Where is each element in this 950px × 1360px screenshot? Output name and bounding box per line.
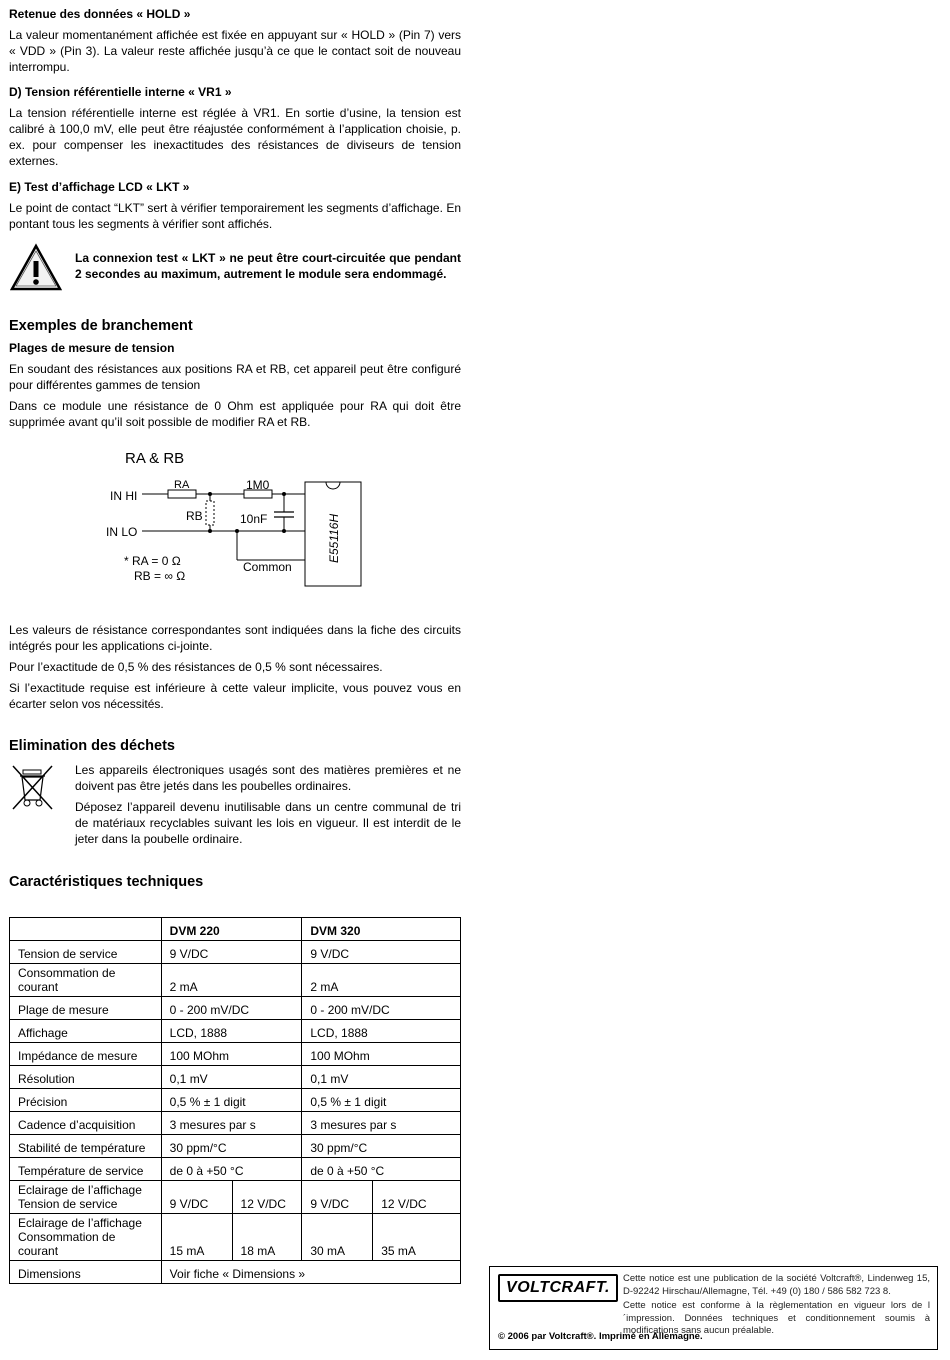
elimination-title: Elimination des déchets — [9, 738, 175, 754]
lkt-text: Le point de contact “LKT” sert à vérifier temporairement les segments d’affichage. En pontant tous les segments à vérifier sont affichés. — [9, 201, 461, 231]
table-row: Précision 0,5 % ± 1 digit 0,5 % ± 1 digit — [10, 1089, 461, 1112]
circuit-diagram — [100, 445, 370, 595]
lkt-warning: La connexion test « LKT » ne peut être court-circuitée que pendant 2 secondes au maximum, autrement le module sera endommagé. — [75, 251, 461, 281]
common-label: Common — [243, 560, 292, 574]
branchement-section — [9, 317, 461, 430]
ra-resistor — [168, 490, 196, 498]
footer-text1: Cette notice est une publication de la société Voltcraft®, Lindenweg 15, D-92242 Hirschau/Allemagne, Tél. +49 (0) 180 / 586 582 723 8. — [623, 1273, 930, 1297]
chip-label: E55116H — [327, 513, 341, 563]
hold-title: Retenue des données « HOLD » — [9, 7, 191, 21]
warning-icon — [10, 243, 62, 291]
specs-title: Caractéristiques techniques — [9, 874, 204, 890]
resist-p1: Les valeurs de résistance correspondantes sont indiquées dans la fiche des circuits intégrés pour les applications ci-jointe. — [9, 623, 461, 653]
publisher-footer — [489, 1266, 938, 1350]
resist-section — [9, 622, 461, 712]
ra-label: RA — [174, 479, 190, 491]
resist-p2: Pour l’exactitude de 0,5 % des résistances de 0,5 % sont nécessaires. — [9, 660, 383, 674]
table-row: Plage de mesure 0 - 200 mV/DC 0 - 200 mV/DC — [10, 997, 461, 1020]
lkt-title: E) Test d’affichage LCD « LKT » — [9, 180, 190, 194]
crossed-bin-icon — [10, 762, 55, 812]
table-row-dimensions: Dimensions Voir fiche « Dimensions » — [10, 1261, 461, 1284]
branchement-p1: En soudant des résistances aux positions RA et RB, cet appareil peut être configuré pour différentes gammes de tension — [9, 362, 461, 392]
voltcraft-logo: VOLTCRAFT. — [498, 1274, 618, 1302]
note-rb: RB = ∞ Ω — [134, 569, 186, 583]
resist-p3: Si l’exactitude requise est inférieure à cette valeur implicite, vous pouvez vous en écarter selon vos nécessités. — [9, 681, 461, 711]
table-row-backlight-voltage: Eclairage de l’affichage Tension de service 9 V/DC 12 V/DC 9 V/DC 12 V/DC — [10, 1181, 461, 1214]
vr1-section — [9, 85, 461, 169]
table-row: Tension de service 9 V/DC 9 V/DC — [10, 941, 461, 964]
diagram-title: RA & RB — [125, 450, 185, 467]
table-row: Résolution 0,1 mV 0,1 mV — [10, 1066, 461, 1089]
table-row: Consommation de courant 2 mA 2 mA — [10, 964, 461, 997]
branchement-subtitle: Plages de mesure de tension — [9, 341, 175, 355]
col-header-dvm220: DVM 220 — [161, 918, 302, 941]
in-hi-label: IN HI — [110, 489, 138, 503]
footer-text2: Cette notice est conforme à la règlementation en vigueur lors de l´impression. Données techniques et conditionnement soumis à modifications sans aucun préalable. — [623, 1300, 930, 1336]
r1m-label: 1M0 — [246, 478, 270, 492]
table-row-backlight-current: Eclairage de l’affichage Consommation de courant 15 mA 18 mA 30 mA 35 mA — [10, 1214, 461, 1261]
table-header-row — [10, 918, 461, 941]
elimination-p2: Déposez l’appareil devenu inutilisable dans un centre communal de tri de matériaux recyclables suivant les lois en vigueur. Il est interdit de le jeter dans la poubelle ordinaire. — [75, 800, 461, 846]
hold-text: La valeur momentanément affichée est fixée en appuyant sur « HOLD » (Pin 7) vers « VDD » (Pin 3). La valeur reste affichée jusqu’à ce que le contact soit de nouveau interrompu. — [9, 28, 461, 74]
table-row: Cadence d’acquisition 3 mesures par s 3 mesures par s — [10, 1112, 461, 1135]
footer-text — [623, 1273, 930, 1338]
rb-label: RB — [186, 509, 203, 523]
col-header-dvm320: DVM 320 — [302, 918, 461, 941]
table-row: Stabilité de température 30 ppm/°C 30 ppm/°C — [10, 1135, 461, 1158]
specs-table — [9, 917, 461, 1284]
branchement-title: Exemples de branchement — [9, 318, 193, 334]
table-row: Affichage LCD, 1888 LCD, 1888 — [10, 1020, 461, 1043]
rb-resistor — [206, 501, 214, 525]
cap-label: 10nF — [240, 512, 268, 526]
elimination-p1: Les appareils électroniques usagés sont des matières premières et ne doivent pas être jetés dans les poubelles ordinaires. — [75, 763, 461, 793]
table-row: Impédance de mesure 100 MOhm 100 MOhm — [10, 1043, 461, 1066]
in-lo-label: IN LO — [106, 525, 138, 539]
hold-section — [9, 7, 461, 75]
footer-copyright: © 2006 par Voltcraft®. Imprimé en Allemagne. — [498, 1331, 703, 1342]
note-ra: * RA = 0 Ω — [124, 554, 181, 568]
branchement-p2: Dans ce module une résistance de 0 Ohm est appliquée pour RA qui doit être supprimée avant qu’il soit possible de modifier RA et RB. — [9, 399, 461, 429]
lkt-section — [9, 180, 461, 232]
vr1-text: La tension référentielle interne est réglée à VR1. En sortie d’usine, la tension est calibré à 100,0 mV, elle peut être réajustée conformément à l’application choisie, p. ex. pour compenser les inexactitudes des résistances de diviseurs de tension externes. — [9, 106, 461, 168]
vr1-title: D) Tension référentielle interne « VR1 » — [9, 85, 232, 99]
table-row: Température de service de 0 à +50 °C de 0 à +50 °C — [10, 1158, 461, 1181]
elimination-text — [75, 762, 461, 847]
